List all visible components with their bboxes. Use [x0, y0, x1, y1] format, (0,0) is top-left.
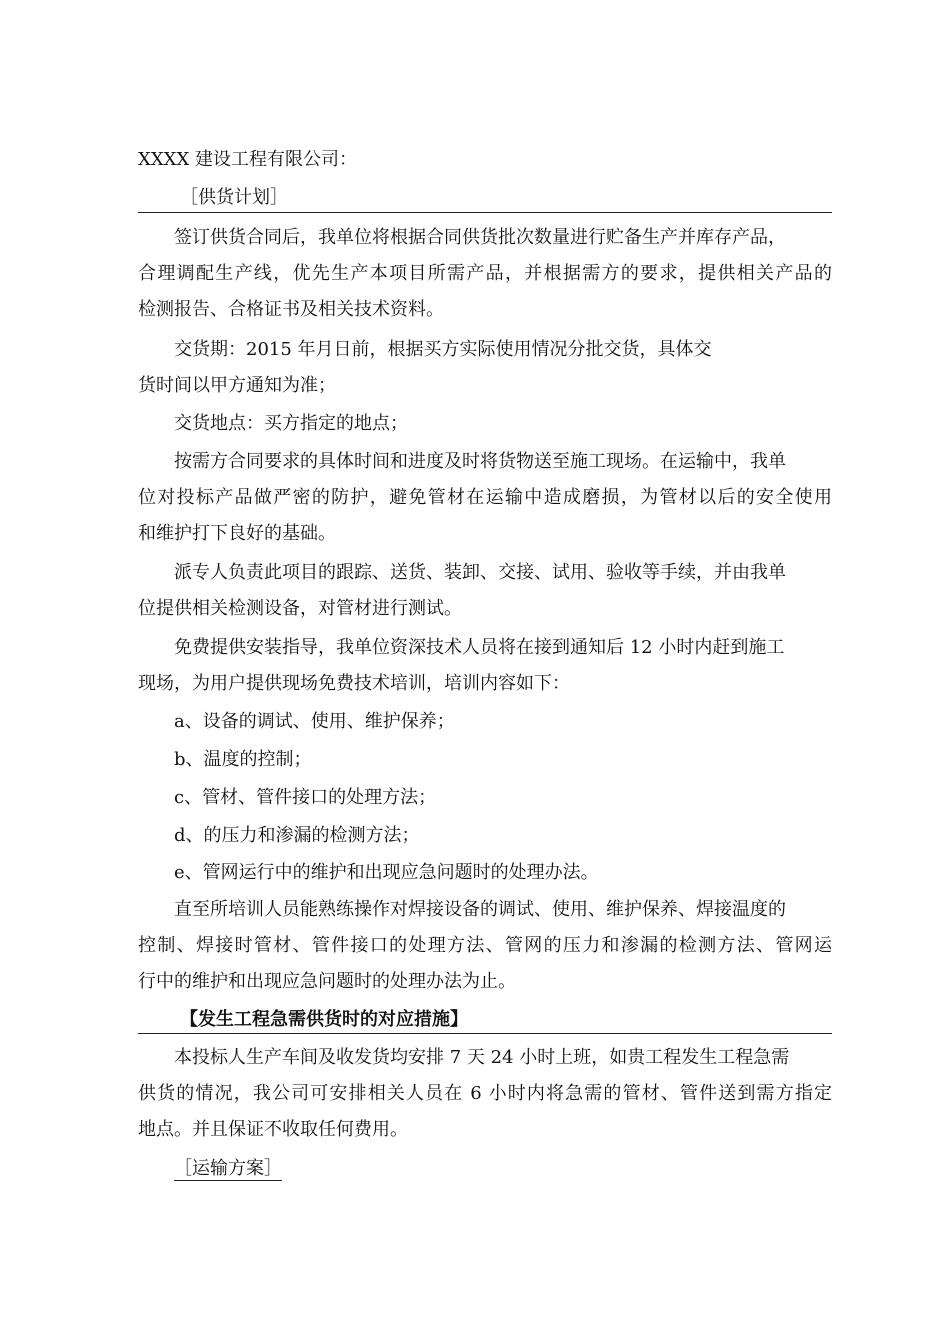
paragraph-line: 签订供货合同后，我单位将根据合同供货批次数量进行贮备生产并库存产品， [174, 227, 786, 248]
list-item: b、温度的控制； [174, 749, 312, 770]
list-item: a、设备的调试、使用、维护保养； [174, 711, 455, 732]
paragraph-line: 供货的情况，我公司可安排相关人员在 6 小时内将急需的管材、管件送到需方指定 [138, 1083, 832, 1104]
list-item: e、管网运行中的维护和出现应急问题时的处理办法。 [174, 862, 599, 883]
paragraph-line: 交货期：2015 年月日前，根据买方实际使用情况分批交货，具体交 [174, 339, 712, 360]
section-heading-supply-plan: ［供货计划］ [180, 187, 288, 208]
paragraph-line: 交货地点：买方指定的地点； [174, 413, 408, 434]
paragraph-line: 按需方合同要求的具体时间和进度及时将货物送至施工现场。在运输中，我单 [174, 451, 786, 472]
paragraph-line: 位对投标产品做严密的防护，避免管材在运输中造成磨损，为管材以后的安全使用 [138, 487, 832, 508]
transport-heading-text: ［运输方案］ [174, 1158, 282, 1179]
paragraph-line: 合理调配生产线，优先生产本项目所需产品，并根据需方的要求，提供相关产品的 [138, 263, 832, 284]
paragraph-line: 和维护打下良好的基础。 [138, 523, 336, 544]
paragraph-line: 本投标人生产车间及收发货均安排 7 天 24 小时上班，如贵工程发生工程急需 [174, 1047, 790, 1068]
section-heading-urgent: 【发生工程急需供货时的对应措施】 [180, 1009, 468, 1030]
heading-rule [138, 212, 832, 213]
paragraph-line: 行中的维护和出现应急问题时的处理办法为止。 [138, 971, 516, 992]
paragraph-line: 地点。并且保证不收取任何费用。 [138, 1119, 408, 1140]
paragraph-line: 控制、焊接时管材、管件接口的处理方法、管网的压力和渗漏的检测方法、管网运 [138, 935, 832, 956]
paragraph-line: 位提供相关检测设备，对管材进行测试。 [138, 598, 462, 619]
paragraph-line: 免费提供安装指导，我单位资深技术人员将在接到通知后 12 小时内赶到施工 [174, 637, 785, 658]
paragraph-line: 直至所培训人员能熟练操作对焊接设备的调试、使用、维护保养、焊接温度的 [174, 899, 786, 920]
section-heading-transport [174, 1157, 282, 1181]
paragraph-line: 派专人负责此项目的跟踪、送货、装卸、交接、试用、验收等手续，并由我单 [174, 562, 786, 583]
heading-rule [138, 1033, 832, 1034]
list-item: d、的压力和渗漏的检测方法； [174, 825, 420, 846]
paragraph-line: 货时间以甲方通知为准； [138, 375, 336, 396]
recipient-line: XXXX 建设工程有限公司： [138, 149, 357, 170]
paragraph-line: 检测报告、合格证书及相关技术资料。 [138, 299, 444, 320]
list-item: c、管材、管件接口的处理方法； [174, 787, 437, 808]
paragraph-line: 现场，为用户提供现场免费技术培训，培训内容如下： [138, 673, 570, 694]
